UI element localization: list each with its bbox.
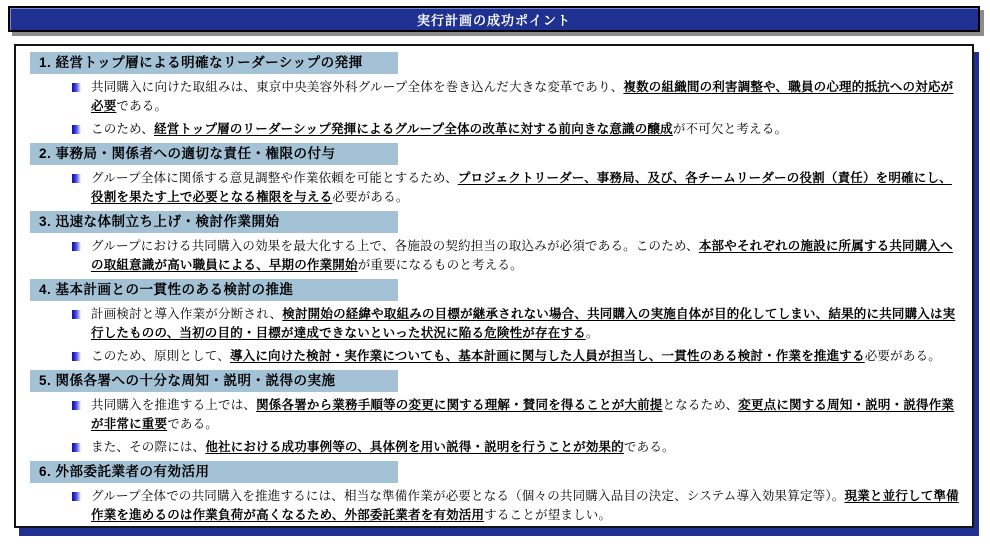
page-title: 実行計画の成功ポイント (416, 12, 571, 28)
emphasis-text: 検討開始の経緯や取組みの目標が継承されない場合、共同購入の実施自体が目的化してしまい、結果的に共同購入は実行したものの、当初の目的・目標が達成できないといった状況に陥る危険性が存在する (91, 307, 956, 340)
body-text: このため、原則として、 (91, 349, 230, 363)
body-text: が重要になるものと考える。 (357, 258, 523, 272)
square-gradient-bullet-icon (72, 174, 81, 183)
bullet-text (91, 169, 962, 207)
section-4 (28, 279, 962, 366)
bullet-text (91, 305, 962, 343)
square-gradient-bullet-icon (72, 125, 81, 134)
sections-container (28, 52, 962, 525)
list-item (72, 169, 962, 207)
section-5 (28, 370, 962, 457)
body-text: このため、 (91, 122, 155, 136)
body-text: グループ全体での共同購入を推進するには、相当な準備作業が必要となる（個々の共同購入品目の決定、システム導入効果算定等）。 (91, 489, 845, 503)
list-item (72, 487, 962, 525)
body-text: 共同購入を推進する上では、 (91, 398, 257, 412)
square-gradient-bullet-icon (72, 242, 81, 251)
list-item (72, 305, 962, 343)
emphasis-text: 経営トップ層のリーダーシップ発揮によるグループ全体の改革に対する前向きな意識の醸成 (154, 122, 673, 136)
section-2 (28, 143, 962, 207)
bullet-text (91, 237, 962, 275)
bullet-text (91, 120, 962, 139)
square-gradient-bullet-icon (72, 310, 81, 319)
square-gradient-bullet-icon (72, 492, 81, 501)
list-item (72, 396, 962, 434)
body-text: グループ全体に関係する意見調整や作業依頼を可能とするため、 (91, 171, 458, 185)
list-item (72, 78, 962, 116)
bullet-text (91, 487, 962, 525)
list-item (72, 237, 962, 275)
body-text: である。 (167, 417, 219, 431)
bullet-text (91, 396, 962, 434)
page-title-bar (8, 6, 980, 32)
bullet-text (91, 347, 962, 366)
section-heading: 1. 経営トップ層による明確なリーダーシップの発揮 (30, 52, 398, 74)
body-text: また、その際には、 (91, 440, 206, 454)
square-gradient-bullet-icon (72, 352, 81, 361)
content-box (14, 44, 974, 528)
body-text: が不可欠と考える。 (672, 122, 788, 136)
list-item (72, 347, 962, 366)
bullet-text (91, 438, 962, 457)
emphasis-text: 現業と並行して準備作業を進めるのは作業負荷が高くなるため、外部委託業者を有効活用 (91, 489, 959, 522)
section-heading: 4. 基本計画との一貫性のある検討の推進 (30, 279, 398, 301)
body-text: することが望ましい。 (484, 508, 612, 522)
body-text: である。 (116, 99, 168, 113)
section-3 (28, 211, 962, 275)
section-heading: 6. 外部委託業者の有効活用 (30, 461, 398, 483)
body-text: 。 (585, 326, 599, 340)
section-heading: 3. 迅速な体制立ち上げ・検討作業開始 (30, 211, 398, 233)
section-1 (28, 52, 962, 139)
square-gradient-bullet-icon (72, 401, 81, 410)
emphasis-text: 複数の組織間の利害調整や、職員の心理的抵抗への対応が必要 (91, 80, 954, 113)
body-text: 必要がある。 (332, 190, 409, 204)
body-text: 共同購入に向けた取組みは、東京中央美容外科グループ全体を巻き込んだ大きな変革であり、 (91, 80, 624, 94)
bullet-text (91, 78, 962, 116)
emphasis-text: プロジェクトリーダー、事務局、及び、各チームリーダーの役割（責任）を明確にし、役割を果たす上で必要となる権限を与える (91, 171, 952, 204)
body-text: 必要がある。 (864, 349, 941, 363)
section-heading: 2. 事務局・関係者への適切な責任・権限の付与 (30, 143, 398, 165)
emphasis-text: 導入に向けた検討・実作業についても、基本計画に関与した人員が担当し、一貫性のある検討・作業を推進する (229, 349, 865, 363)
body-text: 計画検討と導入作業が分断され、 (91, 307, 283, 321)
emphasis-text: 関係各署から業務手順等の変更に関する理解・賛同を得ることが大前提 (256, 398, 663, 412)
body-text: グループにおける共同購入の効果を最大化する上で、各施設の契約担当の取込みが必須である。このため、 (91, 239, 699, 253)
square-gradient-bullet-icon (72, 83, 81, 92)
emphasis-text: 他社における成功事例等の、具体例を用い説得・説明を行うことが効果的 (205, 440, 624, 454)
square-gradient-bullet-icon (72, 443, 81, 452)
list-item (72, 438, 962, 457)
section-heading: 5. 関係各署への十分な周知・説明・説得の実施 (30, 370, 398, 392)
emphasis-text: 本部やそれぞれの施設に所属する共同購入への取組意識が高い職員による、早期の作業開始 (91, 239, 953, 272)
list-item (72, 120, 962, 139)
section-6 (28, 461, 962, 525)
body-text: となるため、 (662, 398, 739, 412)
emphasis-text: 変更点に関する周知・説明・説得作業が非常に重要 (91, 398, 955, 431)
body-text: である。 (623, 440, 675, 454)
